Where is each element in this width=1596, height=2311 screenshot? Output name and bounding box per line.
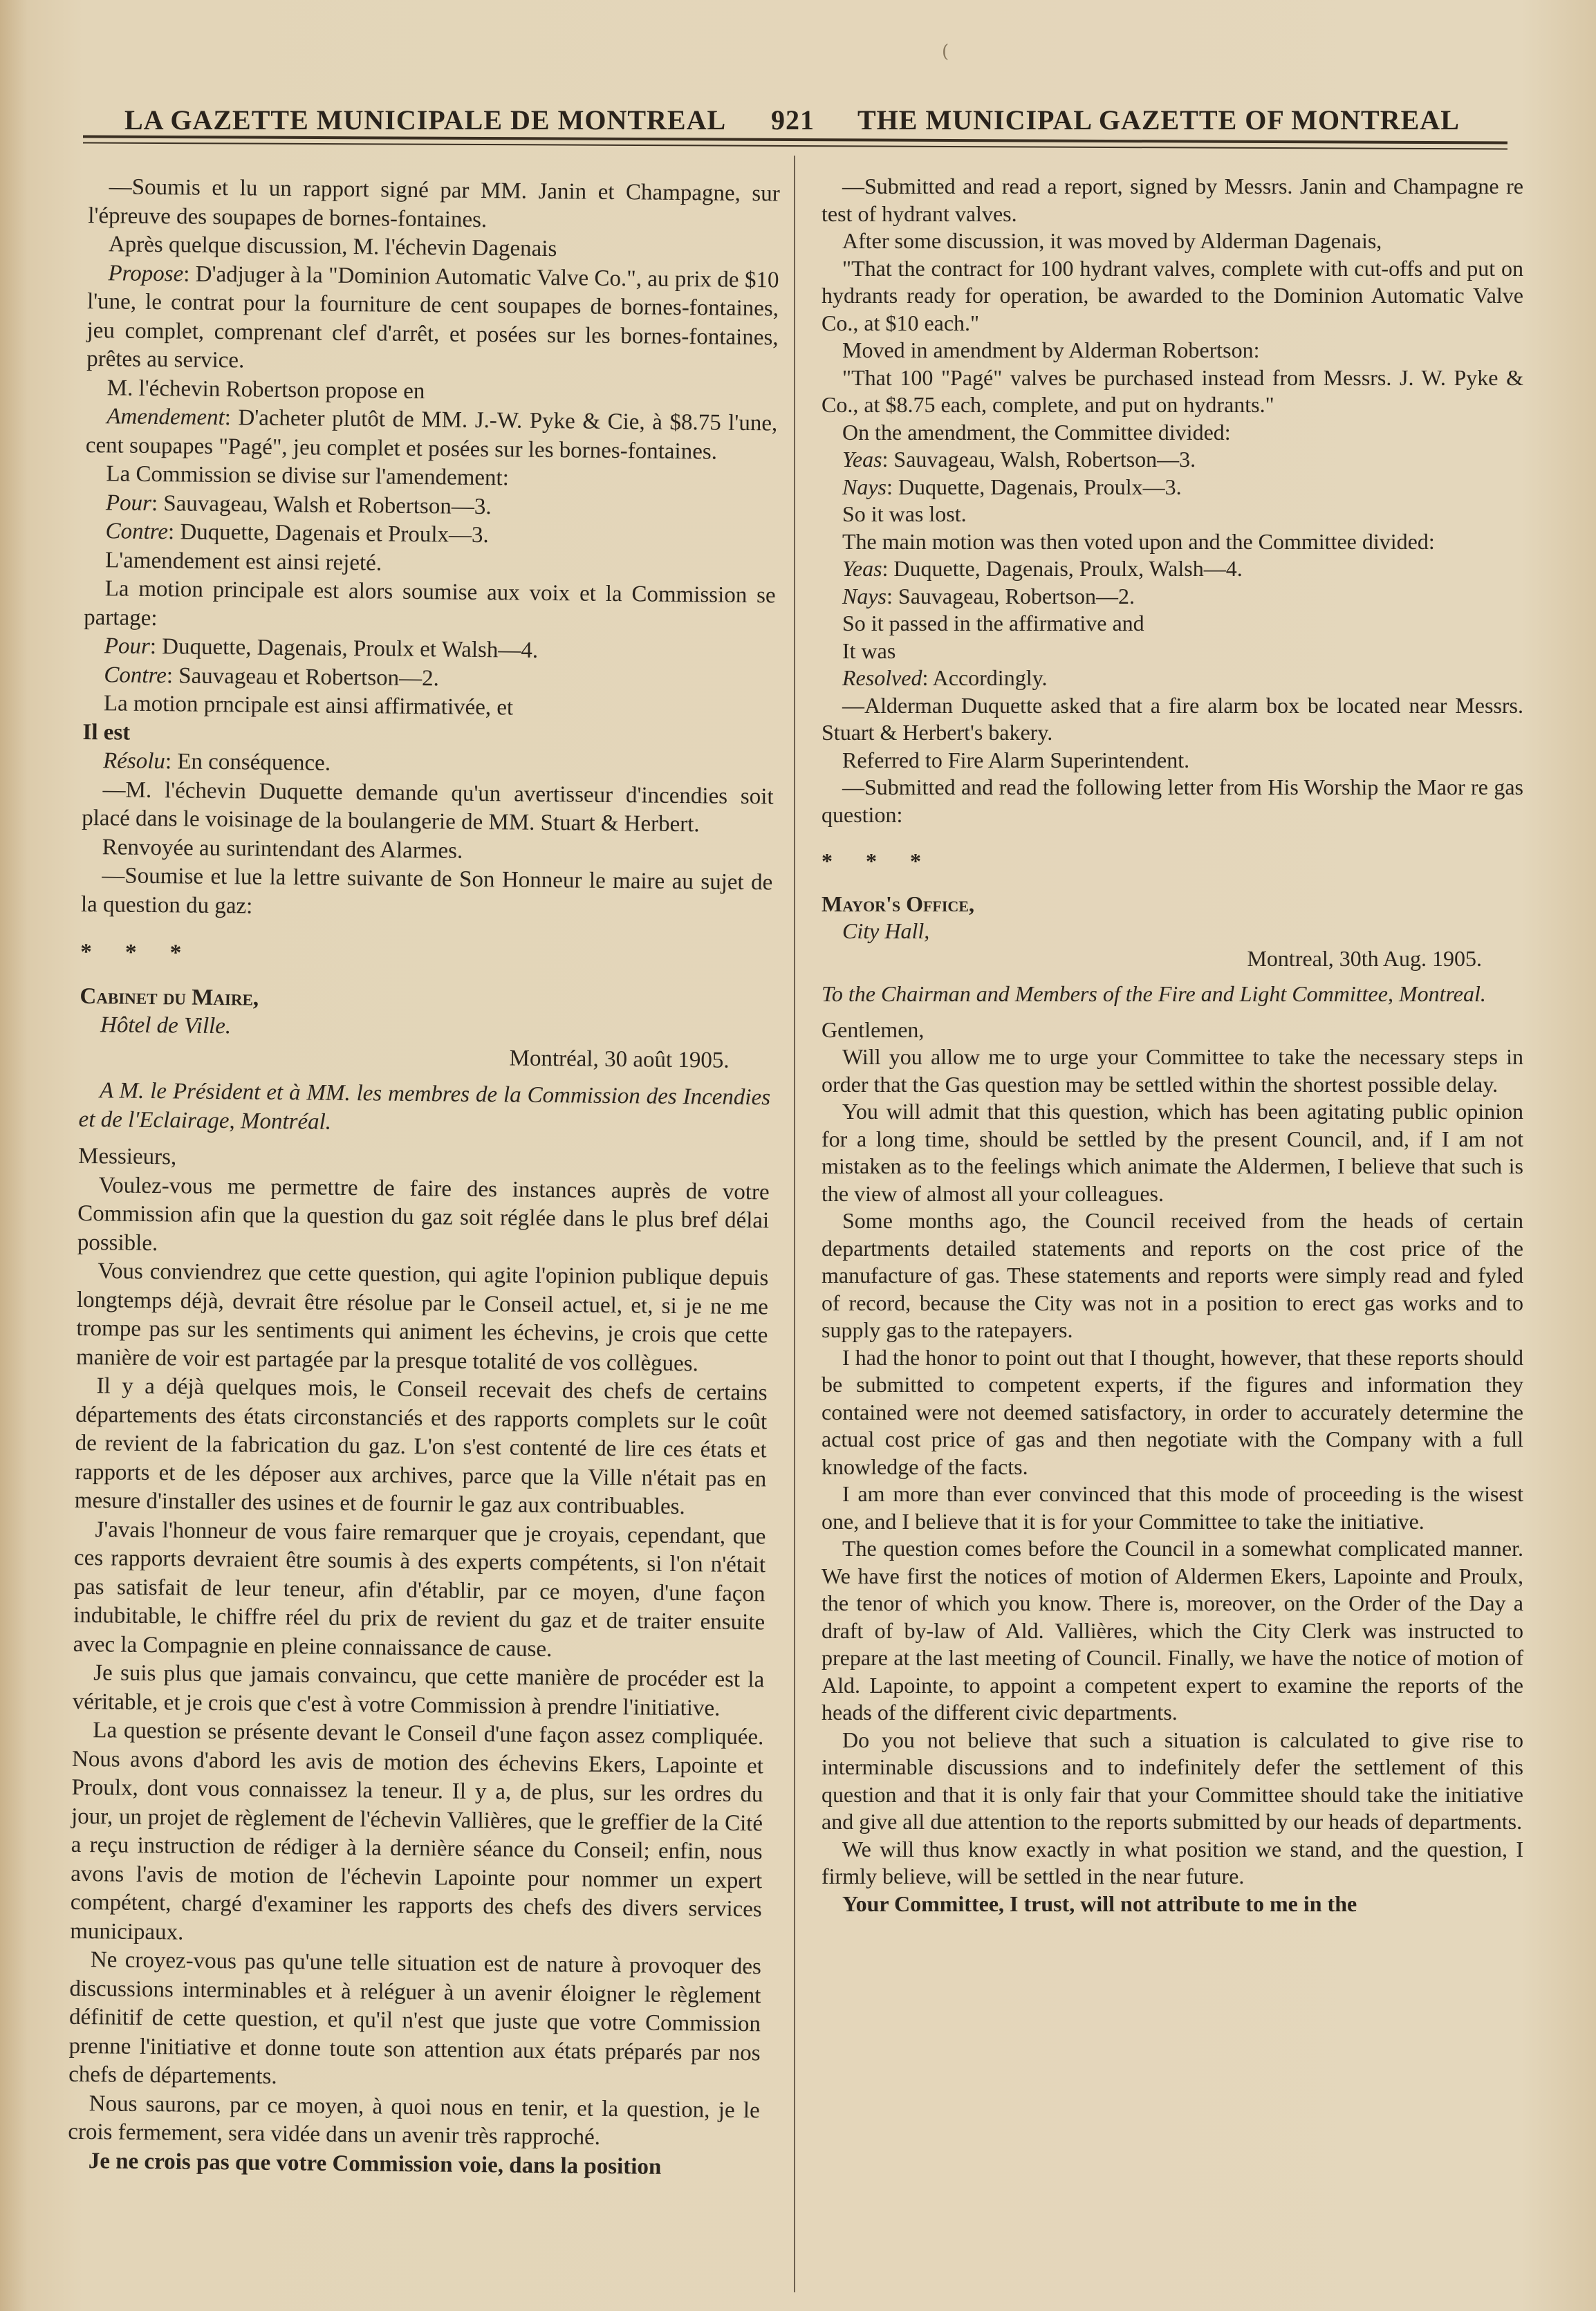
paragraph: So it was lost. bbox=[842, 501, 967, 526]
text: : Accordingly. bbox=[922, 665, 1048, 690]
header-french-title: LA GAZETTE MUNICIPALE DE MONTREAL bbox=[124, 104, 727, 136]
section-stars: * * * bbox=[822, 848, 935, 873]
paragraph: La Commission se divise sur l'amendement: bbox=[106, 461, 510, 491]
paragraph: We will thus know exactly in what position we stand, and the question, I firmly believe, will be settled in the near future. bbox=[822, 1836, 1523, 1888]
text: : D'acheter plutôt de MM. J.-W. Pyke & Cie, à $8.75 l'une, cent soupapes "Pagé", jeu complet et posées sur les bornes-fontaines. bbox=[85, 405, 778, 465]
text: : Duquette, Dagenais, Proulx—3. bbox=[887, 474, 1182, 499]
paragraph: Will you allow me to urge your Committee to take the necessary steps in order that the Gas question may be settled within the shortest possible delay. bbox=[822, 1044, 1523, 1097]
column-divider bbox=[794, 156, 795, 2292]
french-column bbox=[68, 173, 780, 2182]
text: : Duquette, Dagenais, Proulx et Walsh—4. bbox=[149, 633, 539, 663]
paragraph: —Soumise et lue la lettre suivante de Son Honneur le maire au sujet de la question du gaz: bbox=[80, 863, 773, 919]
margin-mark: ( bbox=[942, 41, 949, 62]
text: : Duquette, Dagenais et Proulx—3. bbox=[167, 519, 489, 548]
text: : Sauvageau et Robertson—2. bbox=[166, 662, 440, 691]
paragraph: La motion prncipale est ainsi affirmativée, et bbox=[103, 691, 514, 721]
paragraph: Vous conviendrez que cette question, qui agite l'opinion publique depuis longtemps déjà, devrait être résolue par le Conseil actuel, et, si je ne me trompe pas sur les sentiments qui animent les échevins, je crois que cette manière de voir est partagée par la presque totalité de vos collègues. bbox=[75, 1259, 769, 1376]
paragraph: Il y a déjà quelques mois, le Conseil recevait des chefs de certains départements des états circonstanciés et des rapports complets sur le coût de revient de la fabrication du gaz. L'on s'est contenté de lire ces états et rapports et de les déposer aux archives, parce que la Ville n'était pas en mesure d'installer des usines et de fournir le gaz aux contribuables. bbox=[74, 1373, 768, 1520]
english-column bbox=[822, 173, 1523, 1918]
label: Contre bbox=[105, 519, 169, 545]
paragraph: Ne croyez-vous pas qu'une telle situation est de nature à provoquer des discussions interminables et à reléguer à un avenir éloigner le règlement définitif de cette question, et qu'il n'est que juste que votre Commission prenne l'initiative et donne toute son attention aux états préparés par nos chefs de départements. bbox=[68, 1947, 762, 2090]
paragraph: "That the contract for 100 hydrant valves, complete with cut-offs and put on hydrants ready for operation, be awarded to the Dominion Automatic Valve Co., at $10 each." bbox=[822, 255, 1523, 335]
paragraph bbox=[822, 555, 1523, 583]
text: : Sauvageau, Robertson—2. bbox=[887, 583, 1135, 609]
letter-salutation: Messieurs, bbox=[77, 1143, 177, 1170]
paragraph: So it passed in the affirmative and bbox=[842, 611, 1144, 635]
paragraph: Moved in amendment by Alderman Robertson: bbox=[842, 337, 1260, 362]
paragraph: La motion principale est alors soumise aux voix et la Commission se partage: bbox=[84, 576, 776, 631]
paragraph: —Soumis et lu un rapport signé par MM. Janin et Champagne, sur l'épreuve des soupapes de bornes-fontaines. bbox=[88, 174, 780, 232]
letter-sender: Mayor's Office, bbox=[822, 891, 974, 916]
paragraph: Some months ago, the Council received from the heads of certain departments detailed statements and reports on the cost price of the manufacture of gas. These statements and reports were simply read and fyled of record, because the City was not in a position to erect gas works and to supply gas to the ratepayers. bbox=[822, 1208, 1523, 1342]
paragraph bbox=[822, 583, 1523, 611]
paragraph: L'amendement est ainsi rejeté. bbox=[104, 547, 382, 575]
letter-addressee: A M. le Président et à MM. les membres de la Commission des Incendies et de l'Eclairage, Montréal. bbox=[78, 1078, 771, 1135]
paragraph: Il est bbox=[82, 719, 131, 745]
paragraph: Do you not believe that such a situation is calculated to give rise to interminable discussions and to indefinitely defer the settlement of this question and that it is only fair that your Committee should take the initiative and give all due attention to the reports submitted by our heads of departments. bbox=[822, 1727, 1523, 1834]
paragraph: You will admit that this question, which has been agitating public opinion for a long time, should be settled by the present Council, and, if I am not mistaken as to the feelings which animate the Aldermen, I believe that such is the view of almost all your colleagues. bbox=[822, 1099, 1523, 1206]
paragraph bbox=[86, 402, 778, 467]
page-number: 921 bbox=[771, 104, 815, 136]
paragraph: —Submitted and read the following letter from His Worship the Maor re gas question: bbox=[822, 774, 1523, 827]
paragraph: Après quelque discussion, M. l'échevin Dagenais bbox=[108, 232, 557, 262]
paragraph: The main motion was then voted upon and the Committee divided: bbox=[842, 528, 1435, 554]
label: Nays bbox=[842, 583, 887, 609]
paragraph: I had the honor to point out that I thought, however, that these reports should be submitted to competent experts, if the figures and information they contained were not deemed satisfactory, in order to accurately determine the actual cost price of gas and then negotiate with the Company with a full knowledge of the facts. bbox=[822, 1344, 1523, 1479]
label: Amendement bbox=[106, 404, 225, 431]
paragraph: Your Committee, I trust, will not attribute to me in the bbox=[842, 1891, 1357, 1916]
paragraph: I am more than ever convinced that this mode of proceeding is the wisest one, and I believe that it is for your Committee to take the initiative. bbox=[822, 1481, 1523, 1534]
paragraph: Voulez-vous me permettre de faire des instances auprès de votre Commission afin que la question du gaz soit réglée dans le plus bref délai possible. bbox=[77, 1172, 770, 1256]
paragraph: Nous saurons, par ce moyen, à quoi nous en tenir, et la question, je le crois fermement, sera vidée dans un avenir très rapproché. bbox=[68, 2090, 760, 2150]
paragraph: After some discussion, it was moved by Alderman Dagenais, bbox=[842, 228, 1382, 253]
letter-date: Montréal, 30 août 1905. bbox=[509, 1045, 730, 1073]
paragraph: —Alderman Duquette asked that a fire alarm box be located near Messrs. Stuart & Herbert's bakery. bbox=[822, 692, 1523, 745]
letter-salutation: Gentlemen, bbox=[822, 1017, 925, 1042]
label: Résolu bbox=[102, 748, 166, 774]
paragraph bbox=[822, 665, 1523, 692]
paragraph: "That 100 "Pagé" valves be purchased instead from Messrs. J. W. Pyke & Co., at $8.75 each, complete, and put on hydrants." bbox=[822, 364, 1523, 417]
paragraph bbox=[86, 259, 779, 380]
label: Nays bbox=[842, 474, 887, 499]
letter-addressee: To the Chairman and Members of the Fire and Light Committee, Montreal. bbox=[822, 981, 1486, 1006]
letter-sender: Cabinet du Maire, bbox=[80, 983, 259, 1011]
text: : Sauvageau, Walsh et Robertson—3. bbox=[151, 490, 492, 519]
paragraph: It was bbox=[842, 638, 896, 663]
paragraph: J'avais l'honneur de vous faire remarquer que je croyais, cependant, que ces rapports devraient être soumis à des experts compétents, si l'on n'était pas satisfait de leur teneur, afin d'établir, par ce moyen, d'une façon indubitable, le chiffre réel du prix de revient du gaz et de traiter ensuite avec la Compagnie en pleine connaissance de cause. bbox=[73, 1516, 766, 1662]
text: : Sauvageau, Walsh, Robertson—3. bbox=[882, 447, 1196, 472]
paragraph: M. l'échevin Robertson propose en bbox=[106, 375, 425, 404]
paragraph: La question se présente devant le Conseil d'une façon assez compliquée. Nous avons d'abord les avis de motion des échevins Ekers, Lapointe et Proulx, dont vous connaissez la teneur. Il y a, de plus, sur les ordres du jour, un projet de règlement de l'échevin Vallières, que le greffier de la Cité a reçu instruction de rédiger à la dernière séance du Conseil; enfin, nous avons l'avis de motion de l'échevin Lapointe pour nommer un expert compétent, chargé d'examiner les rapports des chefs des divers services municipaux. bbox=[70, 1718, 764, 1945]
paragraph: Je ne crois pas que votre Commission voie, dans la position bbox=[88, 2148, 662, 2180]
text: : D'adjuger à la "Dominion Automatic Valve Co.", au prix de $10 l'une, le contrat pour la fourniture de cent soupapes de bornes-fontaines, jeu complet, comprenant clef d'arrêt, et posées sur les bornes-fontaines, prêtes au service. bbox=[86, 261, 779, 373]
paragraph: On the amendment, the Committee divided: bbox=[842, 419, 1231, 445]
letter-sender-place: Hôtel de Ville. bbox=[100, 1012, 232, 1039]
label: Yeas bbox=[842, 447, 882, 472]
label: Propose bbox=[108, 260, 184, 286]
text: : Duquette, Dagenais, Proulx, Walsh—4. bbox=[882, 556, 1243, 581]
letter-date: Montreal, 30th Aug. 1905. bbox=[1247, 945, 1482, 971]
label: Pour bbox=[104, 633, 151, 659]
section-stars: * * * bbox=[80, 939, 196, 966]
label: Pour bbox=[105, 490, 152, 516]
paragraph bbox=[822, 446, 1523, 474]
paragraph: Referred to Fire Alarm Superintendent. bbox=[842, 747, 1190, 772]
paragraph bbox=[822, 474, 1523, 501]
header-english-title: THE MUNICIPAL GAZETTE OF MONTREAL bbox=[857, 104, 1460, 136]
label: Yeas bbox=[842, 556, 882, 581]
paragraph: Renvoyée au surintendant des Alarmes. bbox=[102, 834, 463, 864]
paragraph: —M. l'échevin Duquette demande qu'un avertisseur d'incendies soit placé dans le voisinage de la boulangerie de MM. Stuart & Herbert. bbox=[82, 777, 774, 837]
label: Resolved bbox=[842, 665, 922, 690]
letter-sender-place: City Hall, bbox=[842, 918, 930, 943]
paragraph: —Submitted and read a report, signed by Messrs. Janin and Champagne re test of hydrant valves. bbox=[822, 174, 1523, 226]
text: : En conséquence. bbox=[165, 749, 331, 776]
paragraph: Je suis plus que jamais convaincu, que cette manière de procéder est la véritable, et je crois que c'est à votre Commission à prendre l'initiative. bbox=[72, 1660, 765, 1721]
paragraph: The question comes before the Council in a somewhat complicated manner. We have first the notices of motion of Aldermen Ekers, Lapointe and Proulx, the tenor of which you know. There is, moreover, on the Order of the Day a draft of by-law of Ald. Vallières, which the City Clerk was instructed to prepare at the last meeting of Council. Finally, we have the notice of motion of Ald. Lapointe, to appoint a competent expert to examine the reports of the heads of the different civic departments. bbox=[822, 1536, 1523, 1725]
label: Contre bbox=[104, 662, 167, 688]
